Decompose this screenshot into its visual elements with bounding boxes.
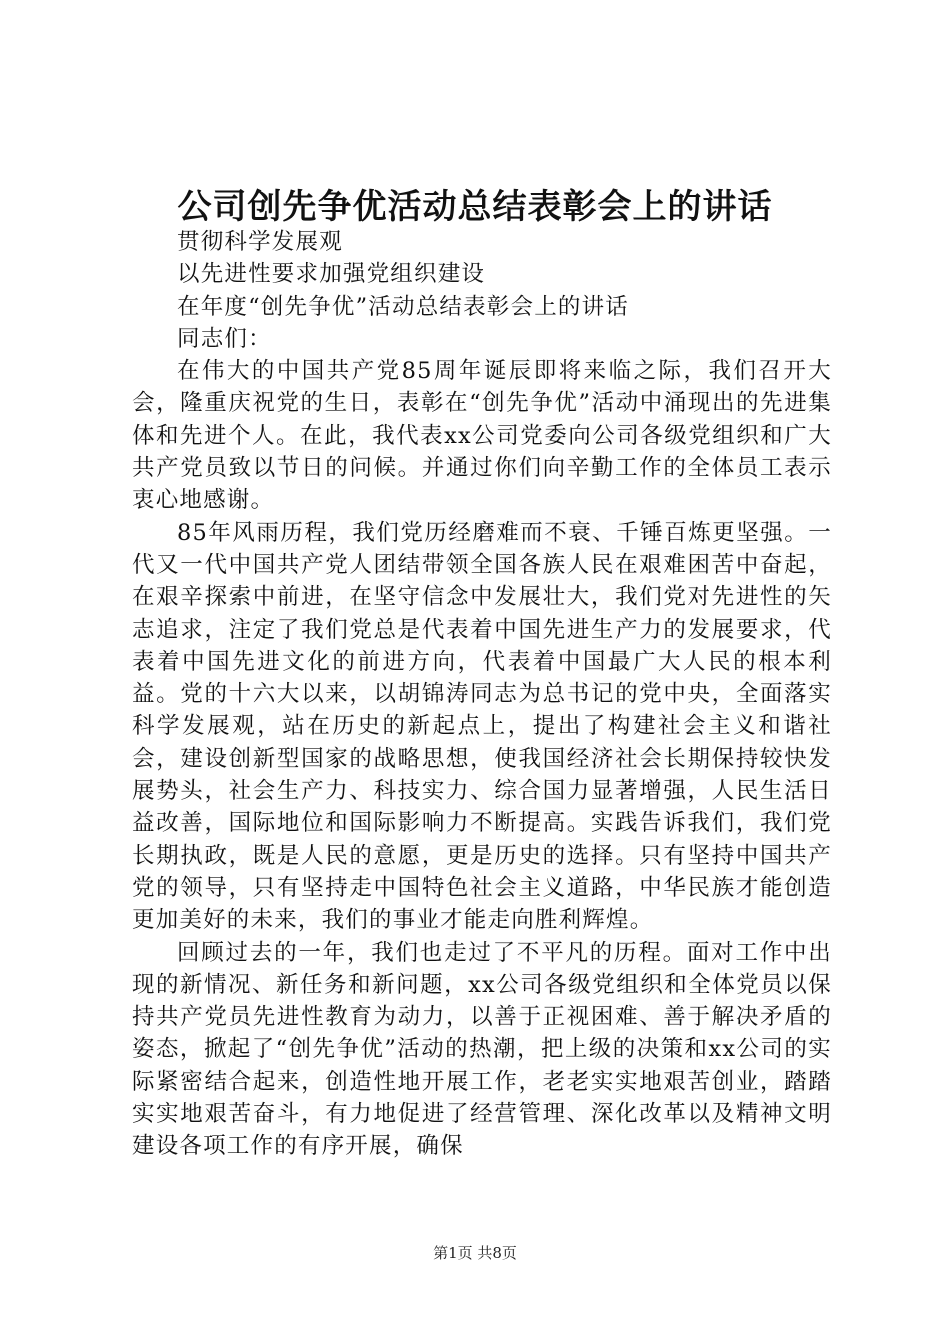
- body-paragraph: 回顾过去的一年，我们也走过了不平凡的历程。面对工作中出现的新情况、新任务和新问题，xx公司各级党组织和全体党员以保持共产党员先进性教育为动力，以善于正视困难、善于解决矛盾的姿态，掀起了“创先争优”活动的热潮，把上级的决策和xx公司的实际紧密结合起来，创造性地开展工作，老老实实地艰苦创业，踏踏实实地艰苦奋斗，有力地促进了经营管理、深化改革以及精神文明建设各项工作的有序开展，确保: [132, 939, 832, 1160]
- document-body: [132, 226, 832, 1163]
- salutation: 同志们：: [177, 325, 272, 352]
- subtitle-line-3: 在年度“创先争优”活动总结表彰会上的讲话: [177, 293, 630, 320]
- body-paragraph: 在伟大的中国共产党85周年诞辰即将来临之际，我们召开大会，隆重庆祝党的生日，表彰在“创先争优”活动中涌现出的先进集体和先进个人。在此，我代表xx公司党委向公司各级党组织和广大共产党员致以节日的问候。并通过你们向辛勤工作的全体员工表示衷心地感谢。: [132, 358, 832, 514]
- subtitle-line-2: 以先进性要求加强党组织建设: [177, 261, 486, 288]
- page-footer: 第1页 共8页: [433, 1244, 517, 1262]
- body-paragraph: 85年风雨历程，我们党历经磨难而不衰、千锤百炼更坚强。一代又一代中国共产党人团结带领全国各族人民在艰难困苦中奋起，在艰辛探索中前进，在坚守信念中发展壮大，我们党对先进性的矢志追求，注定了我们党总是代表着中国先进生产力的发展要求，代表着中国先进文化的前进方向，代表着中国最广大人民的根本利益。党的十六大以来，以胡锦涛同志为总书记的党中央，全面落实科学发展观，站在历史的新起点上，提出了构建社会主义和谐社会，建设创新型国家的战略思想，使我国经济社会长期保持较快发展势头，社会生产力、科技实力、综合国力显著增强，人民生活日益改善，国际地位和国际影响力不断提高。实践告诉我们，我们党长期执政，既是人民的意愿，更是历史的选择。只有坚持中国共产党的领导，只有坚持走中国特色社会主义道路，中华民族才能创造更加美好的未来，我们的事业才能走向胜利辉煌。: [132, 519, 832, 934]
- document-title: 公司创先争优活动总结表彰会上的讲话: [177, 187, 773, 227]
- subtitle-line-1: 贯彻科学发展观: [177, 229, 343, 255]
